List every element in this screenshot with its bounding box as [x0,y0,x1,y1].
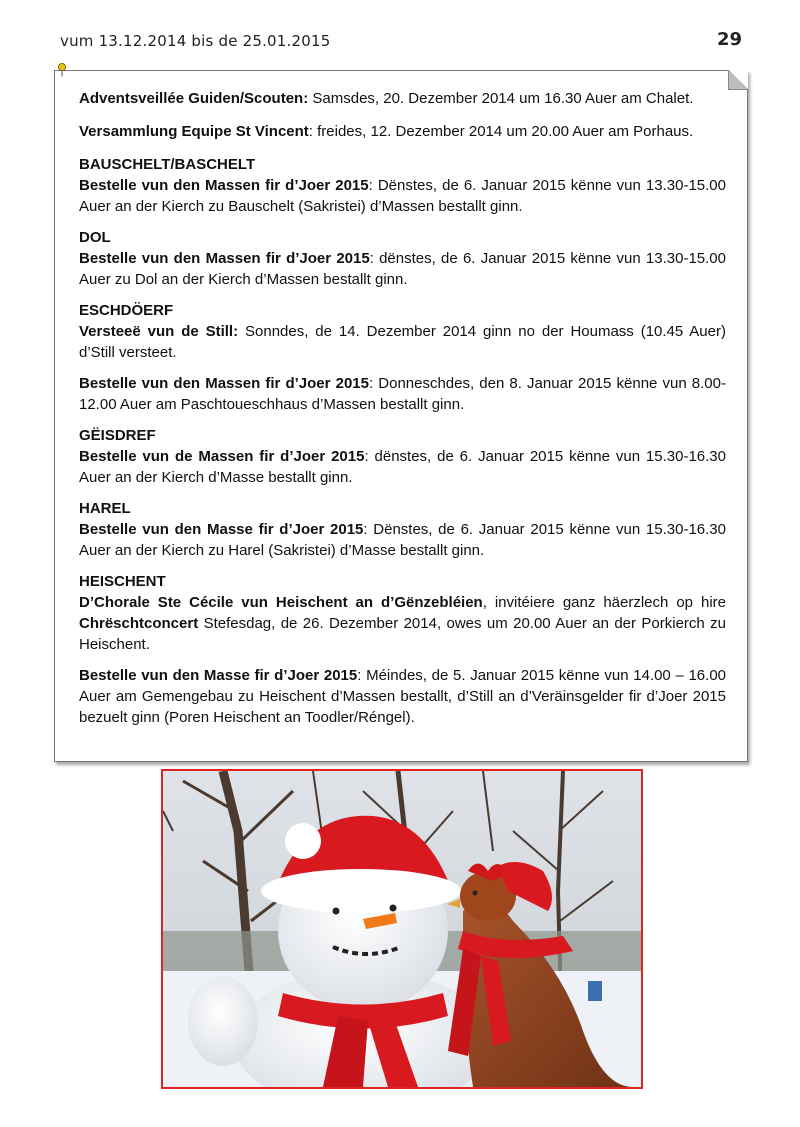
entry-title: D’Chorale Ste Cécile vun Heischent an d’Gënzebléien [79,594,483,611]
entry-text: Samsdes, 20. Dezember 2014 um 16.30 Auer am Chalet. [308,90,694,107]
section-heading: BAUSCHELT/BASCHELT [79,156,256,173]
entry-text: : Donneschdes, den 8. Januar 2015 kënne vun 8.00-12.00 Auer am Paschtoueschhaus d’Massen bestallt ginn. [79,375,726,413]
entry-advent [79,88,726,109]
pushpin-icon [57,63,67,77]
entry-text: Sonndes, de 14. Dezember 2014 ginn no der Houmass (10.45 Auer) d’Still versteet. [79,323,726,361]
section-dol [79,227,726,290]
entry-text: : freides, 12. Dezember 2014 um 20.00 Auer am Porhaus. [308,123,694,140]
section-geisdref [79,425,726,488]
entry-title: Bestelle vun den Massen fir d’Joer 2015 [79,250,370,267]
header-date-range: vum 13.12.2014 bis de 25.01.2015 [60,32,331,50]
section-heading: HEISCHENT [79,573,166,590]
section-heading: GËISDREF [79,427,156,444]
entry-title: Versammlung Equipe St Vincent [79,123,309,140]
section-harel [79,498,726,561]
entry-text: , invitéiere ganz häerzlech op hire [482,594,726,611]
section-heading: HAREL [79,500,131,517]
entry-title: Bestelle vun den Masse fir d’Joer 2015 [79,667,358,684]
page-curl-icon [728,70,748,90]
entry-text: : dënstes, de 6. Januar 2015 kënne vun 15.30-16.30 Auer an der Kierch d’Masse bestallt ginn. [79,448,726,486]
entry-text: : Méindes, de 5. Januar 2015 kënne vun 14.00 – 16.00 Auer am Gemengebau zu Heischent d’Massen bestallt, d’Still an d’Veräinsgelder fir d’Joer 2015 bezuelt ginn (Poren Heischent an Toodler/Réngel). [79,667,727,726]
announcement-note [54,70,748,762]
entry-text: Stefesdag, de 26. Dezember 2014, owes um 20.00 Auer an der Porkierch zu Heischent. [79,615,726,653]
announcement-content [79,88,726,738]
entry-title: Bestelle vun den Massen fir d’Joer 2015 [79,177,369,194]
snowman-chicken-photo [161,769,643,1089]
entry-heischent-masses [79,665,726,728]
entry-text: : Dënstes, de 6. Januar 2015 kënne vun 15.30-16.30 Auer an der Kierch zu Harel (Sakristei) d’Masse bestallt ginn. [79,521,726,559]
section-eschdoerf [79,300,726,363]
entry-bold: Chrëschtconcert [79,615,199,632]
entry-text: : Dënstes, de 6. Januar 2015 kënne vun 13.30-15.00 Auer an der Kierch zu Bauschelt (Sakristei) d’Massen bestallt ginn. [79,177,726,215]
section-bauschelt [79,154,726,217]
section-heading: DOL [79,229,111,246]
entry-title: Bestelle vun den Masse fir d’Joer 2015 [79,521,364,538]
entry-title: Bestelle vun de Massen fir d’Joer 2015 [79,448,365,465]
photo-illustration [163,771,641,1087]
entry-title: Versteeë vun de Still: [79,323,239,340]
entry-versammlung [79,121,726,142]
entry-text: : dënstes, de 6. Januar 2015 kënne vun 13.30-15.00 Auer zu Dol an der Kierch d’Massen bestallt ginn. [79,250,726,288]
page-number: 29 [716,29,742,50]
entry-title: Adventsveillée Guiden/Scouten: [79,90,309,107]
entry-eschdoerf-masses [79,373,726,415]
section-heading: ESCHDÖERF [79,302,174,319]
section-heischent [79,571,726,655]
entry-title: Bestelle vun den Massen fir d’Joer 2015 [79,375,369,392]
